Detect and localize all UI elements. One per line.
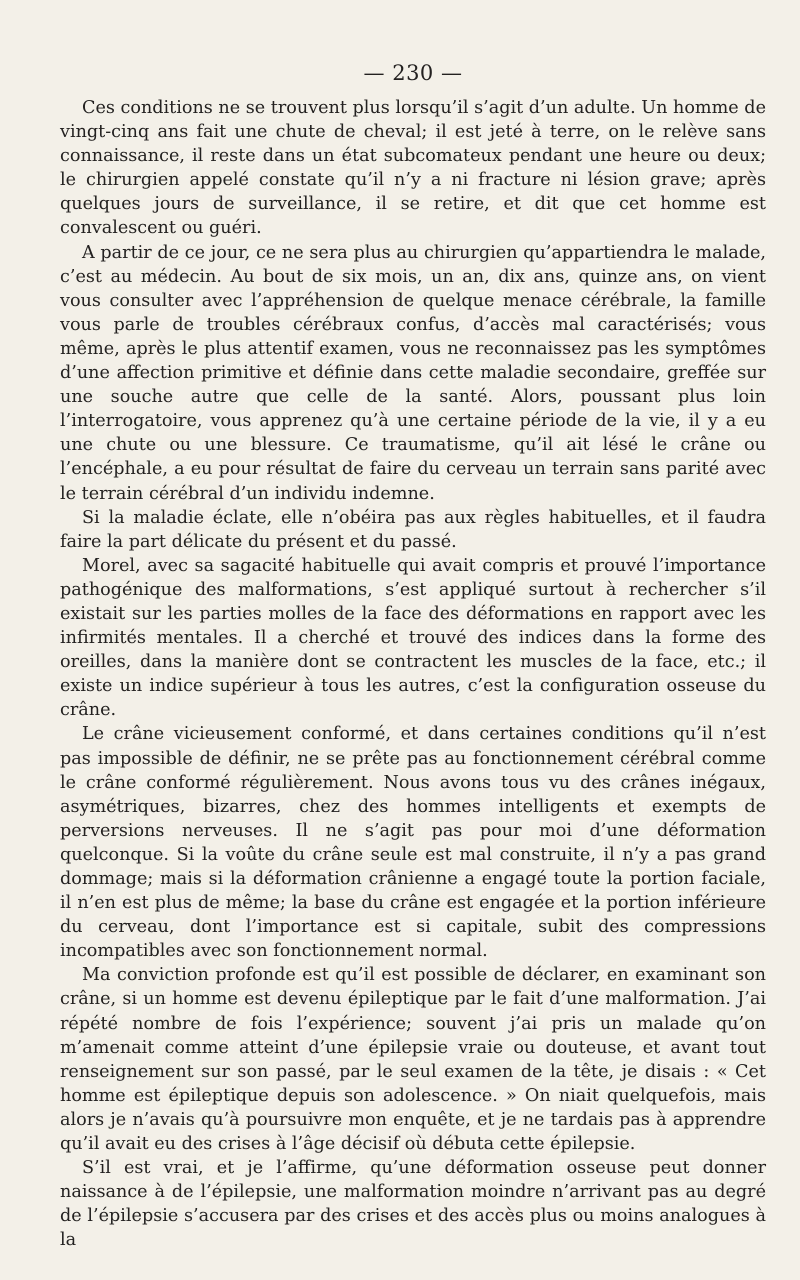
paragraph-6: Ma conviction profonde est qu’il est possible de déclarer, en examinant son crâne, si un homme est devenu épileptique par le fait d’une malformation. J’ai répété nombre de fois l’expérience; souvent j’ai pris un malade qu’on m’amenait comme atteint d’une épilepsie vraie ou douteuse, et avant tout renseignement sur son passé, par le seul examen de la tête, je disais : « Cet homme est épileptique depuis son adolescence. » On niait quelquefois, mais alors je n’avais qu’à poursuivre mon enquête, et je ne tardais pas à apprendre qu’il avait eu des crises à l’âge décisif où débuta cette épilepsie.: [60, 965, 766, 1155]
paragraph-1: Ces conditions ne se trouvent plus lorsqu’il s’agit d’un adulte. Un homme de vingt-cinq ans fait une chute de cheval; il est jeté à terre, on le relève sans connaissance, il reste dans un état subcomateux pendant une heure ou deux; le chirurgien appelé constate qu’il n’y a ni fracture ni lésion grave; après quelques jours de surveillance, il se retire, et dit que cet homme est convalescent ou guéri.: [60, 98, 766, 239]
paragraph-5: Le crâne vicieusement conformé, et dans certaines conditions qu’il n’est pas impossible de définir, ne se prête pas au fonctionnement cérébral comme le crâne conformé régulièrement. Nous avons tous vu des crânes inégaux, asymétriques, bizarres, chez des hommes intelligents et exempts de perversions nerveuses. Il ne s’agit pas pour moi d’une déformation quelconque. Si la voûte du crâne seule est mal construite, il n’y a pas grand dommage; mais si la déformation crânienne a engagé toute la portion faciale, il n’en est plus de même; la base du crâne est engagée et la portion inférieure du cerveau, dont l’importance est si capitale, subit des compressions incompatibles avec son fonctionnement normal.: [60, 724, 766, 962]
paragraph-2: A partir de ce jour, ce ne sera plus au chirurgien qu’appartiendra le malade, c’est au médecin. Au bout de six mois, un an, dix ans, quinze ans, on vient vous consulter avec l’appréhension de quelque menace cérébrale, la famille vous parle de troubles cérébraux confus, d’accès mal caractérisés; vous même, après le plus attentif examen, vous ne reconnaissez pas les symptômes d’une affection primitive et définie dans cette maladie secondaire, greffée sur une souche autre que celle de la santé. Alors, poussant plus loin l’interrogatoire, vous apprenez qu’à une certaine période de la vie, il y a eu une chute ou une blessure. Ce traumatisme, qu’il ait lésé le crâne ou l’encéphale, a eu pour résultat de faire du cerveau un terrain sans parité avec le terrain cérébral d’un individu indemne.: [60, 242, 766, 504]
page-number: — 230 —: [363, 61, 463, 85]
paragraph-7: S’il est vrai, et je l’affirme, qu’une déformation osseuse peut donner naissance à de l’épilepsie, une malformation moindre n’arrivant pas au degré de l’épilepsie s’accusera par des crises et des accès plus ou moins analogues à la: [60, 1158, 766, 1251]
book-page: [60, 60, 766, 1253]
paragraph-4: Morel, avec sa sagacité habituelle qui avait compris et prouvé l’importance pathogénique des malformations, s’est appliqué surtout à rechercher s’il existait sur les parties molles de la face des déformations en rapport avec les infirmités mentales. Il a cherché et trouvé des indices dans la forme des oreilles, dans la manière dont se contractent les muscles de la face, etc.; il existe un indice supérieur à tous les autres, c’est la configuration osseuse du crâne.: [60, 555, 766, 721]
paragraph-3: Si la maladie éclate, elle n’obéira pas aux règles habituelles, et il faudra faire la part délicate du présent et du passé.: [60, 507, 766, 552]
